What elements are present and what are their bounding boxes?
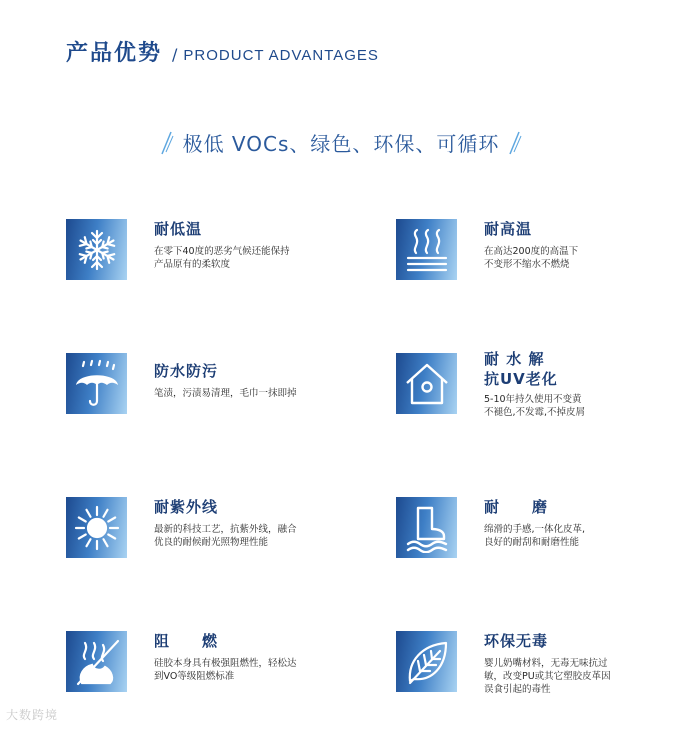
feature-title: 耐 水 解 抗UV老化 [484, 350, 558, 388]
feature-desc: 笔渍，污渍易清理，毛巾一抹即掉 [154, 388, 297, 399]
feature-desc: 5-10年持久使用不变黄 不褪色,不发霉,不掉皮屑 [484, 394, 586, 418]
subtitle-text: 极低 VOCs、绿色、环保、可循环 [182, 132, 500, 156]
feature-uv-resistance [66, 497, 297, 558]
header-separator: / [172, 45, 178, 64]
subtitle-row [0, 128, 682, 157]
feature-icon-box [396, 353, 457, 414]
feature-icon-box [396, 631, 457, 692]
feature-desc: 在零下40度的恶劣气候还能保持 产品原有的柔软度 [154, 246, 290, 270]
feature-desc: 婴儿奶嘴材料，无毒无味抗过 敏，改变PU或其它塑胶皮革因 误食引起的毒性 [484, 658, 611, 695]
feature-text [484, 497, 585, 558]
feature-wear-resistance [396, 497, 585, 558]
sun-icon [72, 503, 122, 553]
slash-decoration-icon [159, 130, 175, 156]
feature-desc: 最新的科技工艺，抗紫外线，融合 优良的耐候耐光照物理性能 [154, 524, 297, 548]
slash-decoration-icon [507, 130, 523, 156]
feature-text [484, 219, 578, 280]
feature-icon-box [66, 631, 127, 692]
feature-title: 耐高温 [484, 220, 533, 238]
feature-title: 环保无毒 [484, 632, 549, 650]
watermark: 大数跨境 [6, 708, 59, 722]
feature-title: 阻 燃 [154, 632, 219, 650]
feature-title: 耐 磨 [484, 498, 549, 516]
house-icon [402, 359, 452, 409]
header-title-zh: 产品优势 [66, 41, 163, 66]
feature-icon-box [66, 219, 127, 280]
feature-icon-box [66, 497, 127, 558]
feature-title: 耐低温 [154, 220, 203, 238]
umbrella-rain-icon [72, 359, 122, 409]
feature-desc: 在高达200度的高温下 不变形不缩水不燃烧 [484, 246, 579, 270]
feature-desc: 硅胶本身具有极强阻燃性，轻松达 到VO等级阻燃标准 [154, 658, 297, 682]
header-title-en: PRODUCT ADVANTAGES [183, 47, 379, 64]
foot-wave-icon [402, 503, 452, 553]
feature-heat-resistance [396, 219, 578, 280]
heat-waves-icon [402, 225, 452, 275]
feature-flame-retardant [66, 631, 297, 692]
feature-text [154, 353, 297, 414]
leaf-icon [402, 637, 452, 687]
feature-text [154, 631, 297, 692]
snowflake-icon [72, 225, 122, 275]
no-fire-icon [72, 637, 122, 687]
feature-title: 防水防污 [154, 362, 219, 380]
feature-icon-box [396, 497, 457, 558]
feature-desc: 绵滑的手感,一体化皮革, 良好的耐刮和耐磨性能 [484, 524, 586, 548]
feature-hydrolysis-uv [396, 350, 586, 419]
feature-text [484, 350, 586, 419]
feature-text [154, 219, 290, 280]
feature-text [154, 497, 297, 558]
feature-title: 耐紫外线 [154, 498, 219, 516]
feature-icon-box [396, 219, 457, 280]
section-header [66, 36, 379, 67]
feature-eco-nontoxic [396, 631, 611, 696]
feature-waterproof [66, 353, 297, 414]
feature-text [484, 631, 611, 696]
feature-cold-resistance [66, 219, 290, 280]
feature-icon-box [66, 353, 127, 414]
